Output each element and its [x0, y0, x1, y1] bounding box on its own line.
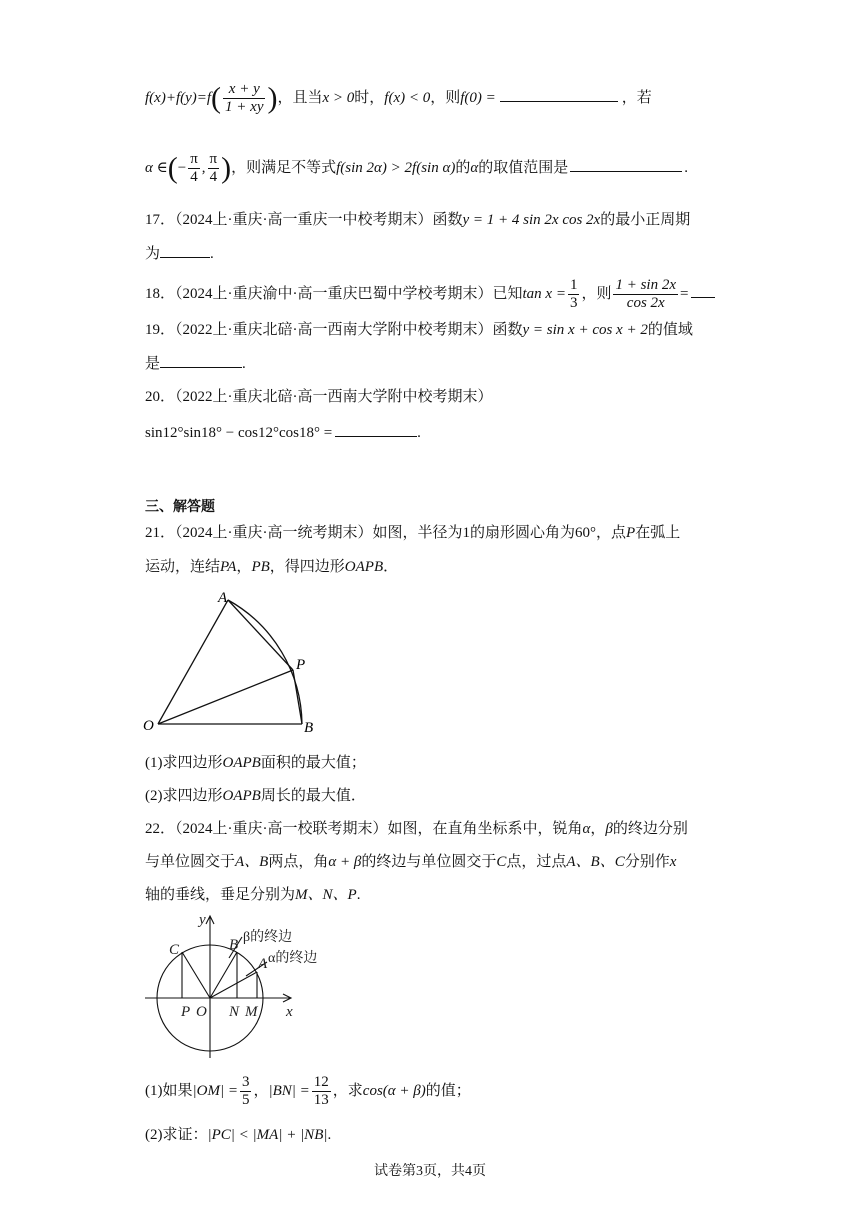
answer-blank[interactable]	[691, 283, 715, 298]
label-A: A	[258, 956, 268, 972]
q20-line1: 20．（2022上·重庆北碚·高一西南大学附中校考期末）	[145, 389, 493, 405]
q21-sub2: (2)求四边形OAPB周长的最大值．	[145, 788, 366, 804]
q22-sub2: (2)求证：|PC| < |MA| + |NB|.	[145, 1127, 332, 1143]
q22-sub1: (1)如果|OM| = $\frac{3}{5}$ ，|BN| = $\frac{12}{13}$ ，求cos(α + β)的值；	[145, 1074, 471, 1109]
label-N: N	[229, 1004, 240, 1020]
q19-line1: 19．（2022上·重庆北碚·高一西南大学附中校考期末）函数y = sin x + cos x + 2的值域	[145, 322, 693, 338]
label-C: C	[169, 942, 180, 958]
pi-over-4: $\frac{\pi}{4}$	[209, 151, 218, 186]
paren-close: )	[267, 81, 278, 115]
paren-open: (	[211, 81, 222, 115]
sector-figure	[140, 585, 330, 745]
label-x: x	[286, 1004, 293, 1020]
answer-blank[interactable]	[500, 87, 618, 102]
label-O: O	[196, 1004, 207, 1020]
label-O: O	[143, 718, 154, 734]
q22-line1: 22．（2024上·重庆·高一校联考期末）如图，在直角坐标系中，锐角α，β的终边分别	[145, 821, 688, 837]
answer-blank[interactable]	[160, 353, 242, 368]
ray-OC	[182, 952, 210, 998]
q16-line1: f(x)+f(y)=f( $\frac{x + y}{1 + xy}$ )，且当x > 0时，f(x) < 0，则f(0) = ，若	[145, 81, 652, 116]
q17-line2: 为 .	[145, 243, 214, 264]
label-B: B	[229, 937, 239, 953]
q16-eq-left: f(x)+f(y)=f	[145, 90, 212, 106]
q21-line2: 运动，连结PA，PB，得四边形OAPB．	[145, 559, 399, 575]
q22-line3: 轴的垂线，垂足分别为M、N、P.	[145, 887, 361, 903]
label-P: P	[181, 1004, 191, 1020]
q16-fraction: $\frac{x + y}{1 + xy}$	[225, 81, 264, 116]
alpha-terminal-side-label: α的终边	[268, 951, 318, 966]
label-B: B	[304, 720, 314, 736]
q20-line2: sin12°sin18° − cos12°cos18° = .	[145, 422, 421, 443]
segment-OA	[158, 600, 228, 724]
label-y: y	[199, 912, 206, 928]
page-footer: 试卷第3页，共4页	[374, 1164, 486, 1179]
label-P: P	[296, 657, 306, 673]
q17-line1: 17．（2024上·重庆·高一重庆一中校考期末）函数y = 1 + 4 sin 2x cos 2x的最小正周期	[145, 212, 691, 228]
answer-blank[interactable]	[160, 243, 210, 258]
neg-pi-over-4: $\frac{\pi}{4}$	[190, 151, 198, 186]
segment-OP	[158, 670, 293, 724]
q22-line2: 与单位圆交于A、B两点，角α + β的终边与单位圆交于C点，过点A、B、C分别作x	[145, 854, 677, 870]
q21-line1: 21．（2024上·重庆·高一统考期末）如图，半径为1的扇形圆心角为60°，点P在弧上	[145, 525, 681, 541]
q19-line2: 是 .	[145, 353, 246, 374]
unit-circle-figure	[140, 910, 340, 1060]
answer-blank[interactable]	[570, 157, 682, 172]
q21-sub1: (1)求四边形OAPB面积的最大值；	[145, 755, 366, 771]
label-A: A	[218, 590, 228, 606]
q18-line: 18．（2024上·重庆渝中·高一重庆巴蜀中学校考期末）已知tan x = $\frac{1}{3}$ ，则 $\frac{1 + \sin 2x}{\cos 2x}$ =	[145, 274, 715, 314]
segment-PA	[228, 600, 293, 670]
q16-line2: α ∈(− $\frac{\pi}{4}$ , $\frac{\pi}{4}$ )，则满足不等式f(sin 2α) > 2f(sin α)的α的取值范围是 .	[145, 151, 688, 186]
arc-AB	[228, 600, 302, 724]
label-M: M	[245, 1004, 258, 1020]
section-heading: 三、解答题	[145, 499, 215, 515]
beta-terminal-side-label: β的终边	[243, 930, 293, 945]
answer-blank[interactable]	[335, 422, 417, 437]
